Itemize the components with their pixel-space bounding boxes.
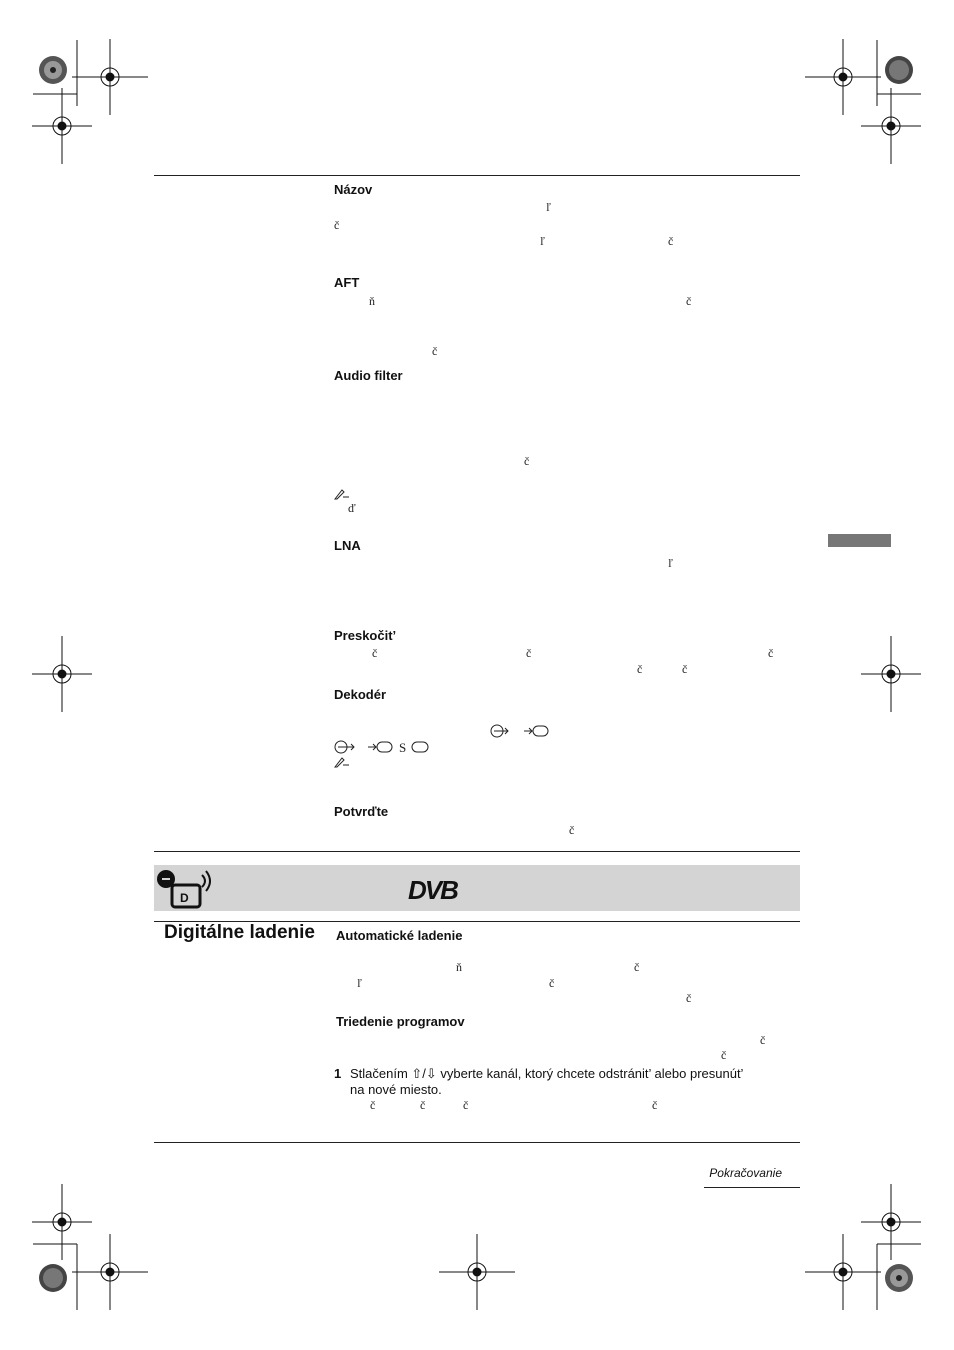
text-fragment: ľ [540, 234, 545, 248]
continued-label: Pokračovanie [709, 1166, 782, 1180]
top-divider [154, 175, 800, 176]
text-fragment: č [372, 646, 378, 660]
section-divider [154, 851, 800, 852]
heading-nazov: Názov [334, 182, 373, 197]
av-input-icons [490, 724, 550, 738]
step-text [350, 1066, 800, 1098]
digital-settings-banner [154, 865, 800, 911]
text-fragment: č [668, 234, 674, 248]
step-number: 1 [334, 1066, 342, 1081]
text-fragment: č [370, 1098, 376, 1112]
continued-underline [704, 1187, 800, 1188]
text-fragment: č [686, 294, 692, 308]
text-fragment: č [549, 976, 555, 990]
settings-digital-tv-icon [156, 867, 216, 911]
text-fragment: č [682, 662, 688, 676]
text-fragment: č [432, 344, 438, 358]
heading-lna: LNA [334, 538, 361, 553]
text-fragment: č [463, 1098, 469, 1112]
heading-aft: AFT [334, 275, 360, 290]
text-fragment: č [526, 646, 532, 660]
step-text-line-1: Stlačením ⇧/⇩ vyberte kanál, ktorý chcete odstránit’ alebo presunút’ [350, 1066, 744, 1081]
text-fragment: č [721, 1048, 727, 1062]
text-fragment: č [634, 960, 640, 974]
heading-sort-programs: Triedenie programov [336, 1014, 465, 1029]
text-fragment: ň [369, 294, 375, 308]
text-fragment: ľ [357, 976, 362, 990]
heading-dekoder: Dekodér [334, 687, 387, 702]
note-icon [334, 756, 350, 768]
heading-audio-filter: Audio filter [334, 368, 403, 383]
text-fragment: č [768, 646, 774, 660]
note-icon [334, 488, 350, 500]
text-fragment: ľ [546, 200, 551, 214]
svg-text:S: S [399, 740, 407, 754]
text-fragment: č [334, 218, 340, 232]
text-fragment: č [686, 991, 692, 1005]
text-fragment: č [760, 1033, 766, 1047]
section-title-digital-tuning: Digitálne ladenie [164, 922, 315, 943]
svg-text:D: D [180, 891, 189, 905]
bottom-divider [154, 1142, 800, 1143]
text-fragment: č [524, 454, 530, 468]
text-fragment: ď [348, 501, 356, 515]
av-svideo-icons [334, 740, 434, 754]
text-fragment: ň [456, 960, 462, 974]
text-fragment: ľ [668, 556, 673, 570]
step-text-line-2: na nové miesto. [350, 1082, 442, 1097]
text-fragment: č [637, 662, 643, 676]
dvb-logo: DVB [408, 875, 457, 905]
heading-auto-tuning: Automatické ladenie [336, 928, 463, 943]
text-fragment: č [420, 1098, 426, 1112]
text-fragment: č [569, 823, 575, 837]
text-fragment: č [652, 1098, 658, 1112]
chapter-tab [828, 534, 891, 547]
heading-preskocit: Preskočit’ [334, 628, 397, 643]
heading-potvrdte: Potvrďte [334, 804, 389, 819]
